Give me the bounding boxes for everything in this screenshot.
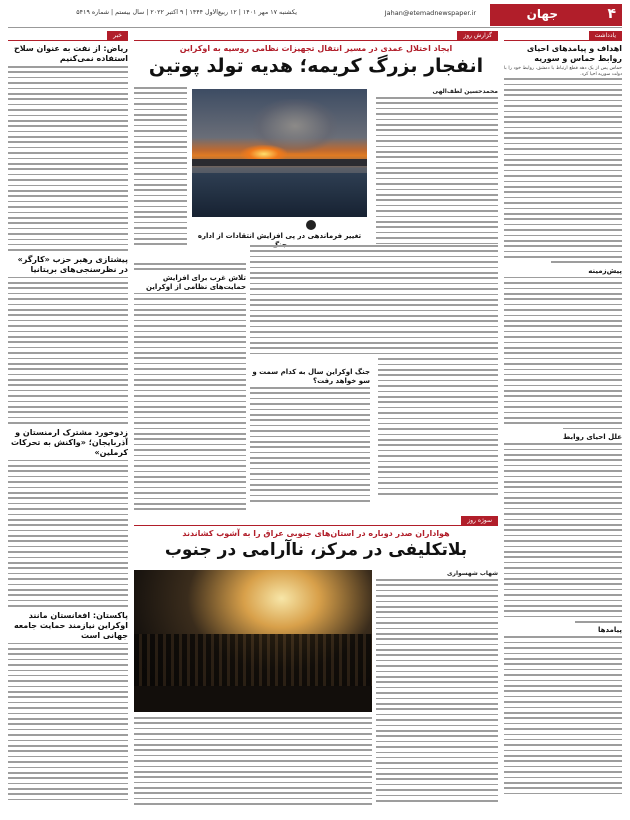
right-column-text-block-2 [504, 277, 622, 430]
right-column-text-block-4 [504, 636, 622, 794]
main-story-tag: گزارش روز [457, 31, 498, 40]
page-header [8, 4, 622, 26]
main-story-text-left [134, 86, 187, 256]
main-kicker: ایجاد اختلال عمدی در مسیر انتقال تجهیزات نظامی روسیه به اوکراین [179, 44, 453, 53]
right-column-text-block-1 [504, 78, 622, 263]
right-column-text-block-3 [504, 443, 622, 622]
photo-marker-icon [306, 220, 316, 230]
main-subhead-left: تلاش غرب برای افزایش حمایت‌های نظامی از اوکراین [145, 273, 246, 291]
main-photo-caption: تغییر فرماندهی در پی افزایش انتقادات از اداره [197, 232, 362, 240]
section-title: جهان [526, 7, 558, 21]
main-story-col-c [250, 365, 370, 515]
right-column-subhead-1: پیش‌زمینه [588, 266, 622, 275]
right-column-subhead-3: پیامدها [598, 626, 622, 635]
main-story-col-d [134, 262, 246, 514]
right-column-tag: یادداشت [589, 31, 622, 40]
second-story-text-right [376, 568, 498, 813]
right-column [504, 31, 622, 811]
crimea-bridge-explosion-photo [192, 89, 367, 217]
second-kicker: هواداران صدر دوباره در استان‌های جنوبی عراق را به آشوب کشاندند [182, 529, 450, 538]
second-story-tag: سوژه روز [461, 516, 498, 525]
date-line: یکشنبه ۱۷ مهر ۱۴۰۱ | ۱۲ ربیع‌الاول ۱۴۴۴ | ۹ اکتبر ۲۰۲۲ | سال بیستم | شماره ۵۴۱۹ [76, 9, 297, 16]
header-rule [8, 27, 622, 28]
main-story-text-right [376, 86, 498, 246]
second-story [134, 516, 498, 566]
news-item-title: ریاض: از نفت به عنوان سلاح استفاده نمی‌کنیم [14, 44, 128, 63]
main-subhead-mid: جنگ اوکراین سال به کدام سمت و سو خواهد رفت؟ [252, 368, 370, 385]
right-column-paragraph: حماس پس از یک دهه قطع ارتباط با دمشق، روابط خود را با دولت سوریه احیا کرد. [504, 66, 622, 77]
second-story-text-bottom [134, 716, 372, 814]
section-email: Jahan@etemadnewspaper.ir [384, 9, 476, 17]
news-item-title: پیشتازی رهبر حزب «کارگر» در نظرسنجی‌های بریتانیا [17, 254, 128, 274]
iraq-protest-photo [134, 570, 372, 712]
second-byline: شهاب شهسواری [447, 570, 498, 577]
page-number: ۴ [607, 6, 616, 22]
section-band [490, 4, 622, 26]
right-column-subhead-2: علل احیای روابط [562, 433, 622, 442]
second-headline: بلاتکلیفی در مرکز، ناآرامی در جنوب [164, 540, 468, 560]
right-column-headline: اهداف و پیامدهای احیای روابط حماس و سوریه [526, 44, 622, 63]
news-item-title: پاکستان: افغانستان مانند اوکراین نیازمند حمایت جامعه جهانی است [13, 610, 128, 640]
left-news-column [8, 31, 128, 815]
left-column-tag: خبر [107, 31, 128, 40]
main-headline: انفجار بزرگ کریمه؛ هدیه تولد پوتین [148, 55, 484, 77]
main-story-col-b [378, 244, 498, 514]
main-byline: محمدحسین لطف‌الهی [432, 88, 498, 95]
news-item-title: زدوخورد مشترک ارمنستان و آذربایجان؛ «واکنش به تحرکات کرملین» [10, 427, 128, 457]
